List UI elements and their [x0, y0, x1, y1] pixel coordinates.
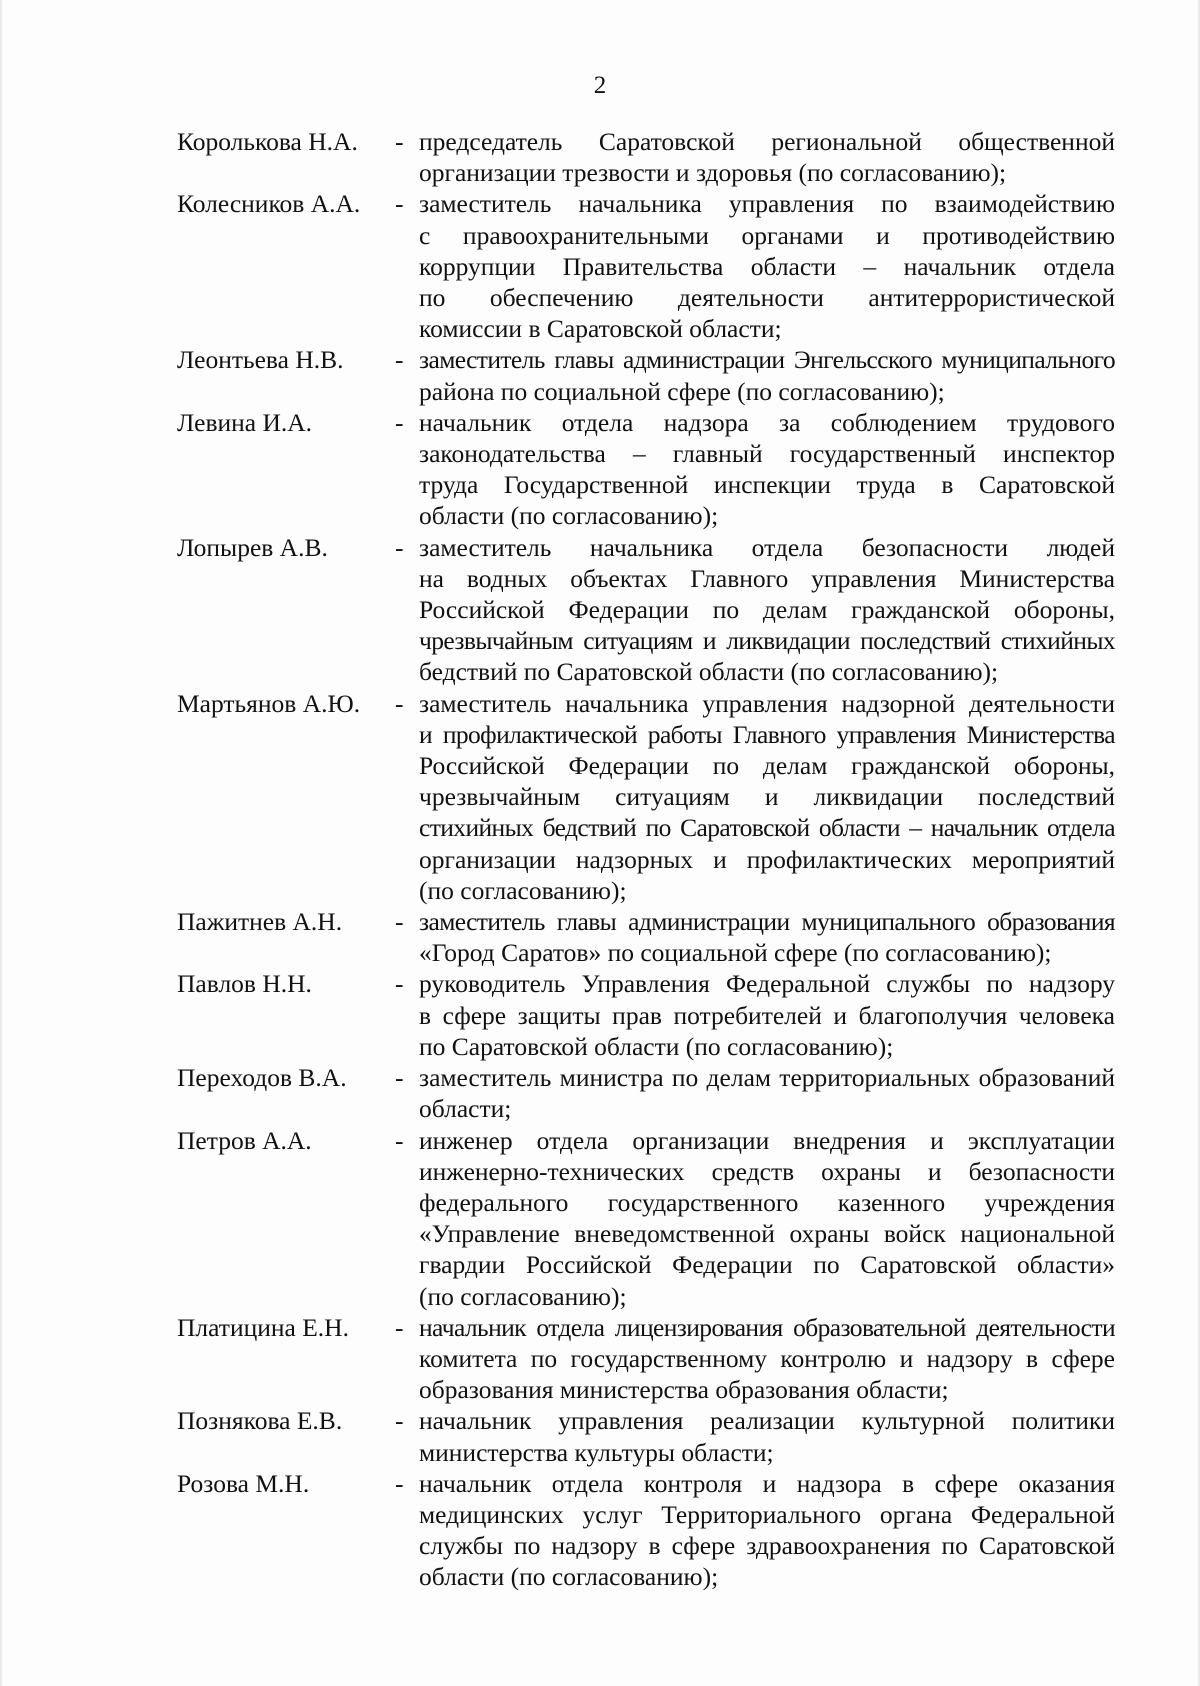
member-position [419, 126, 1115, 188]
position-line: в сфере защиты прав потребителей и благополучия человека [419, 1000, 1115, 1030]
entry-dash: - [395, 1406, 404, 1436]
position-line: начальник отдела лицензирования образовательной деятельности [419, 1312, 1115, 1342]
position-line: по обеспечению деятельности антитеррористической [419, 283, 1115, 313]
entry-dash: - [395, 345, 404, 375]
position-line: заместитель главы администрации муниципального образования [419, 907, 1115, 937]
entry-dash: - [395, 407, 404, 437]
member-name: Лопырев А.В. [177, 532, 328, 562]
position-line: чрезвычайным ситуациям и ликвидации последствий стихийных [419, 626, 1115, 656]
entry-dash: - [395, 1468, 404, 1498]
member-position [419, 1125, 1115, 1312]
position-line: медицинских услуг Территориального органа Федеральной [419, 1499, 1115, 1529]
position-line: начальник отдела контроля и надзора в сфере оказания [419, 1468, 1115, 1498]
position-line: организации надзорных и профилактических мероприятий [419, 844, 1115, 874]
position-line: района по социальной сфере (по согласованию); [419, 376, 945, 406]
entry-dash: - [395, 532, 404, 562]
position-line: заместитель начальника управления надзорной деятельности [419, 688, 1115, 718]
entry-dash: - [395, 969, 404, 999]
position-line: заместитель начальника управления по взаимодействию [419, 189, 1115, 219]
position-line: «Город Саратов» по социальной сфере (по согласованию); [419, 938, 1052, 968]
position-line: стихийных бедствий по Саратовской области – начальник отдела [419, 813, 1115, 843]
member-name: Переходов В.А. [177, 1063, 347, 1093]
member-position [419, 906, 1115, 968]
entry-dash: - [395, 1125, 404, 1155]
position-line: бедствий по Саратовской области (по согласованию); [419, 657, 999, 687]
member-name: Павлов Н.Н. [177, 969, 312, 999]
member-entry [177, 968, 1115, 1062]
member-position [419, 188, 1115, 344]
position-line: области (по согласованию); [419, 1562, 719, 1592]
entry-dash: - [395, 907, 404, 937]
member-position [419, 407, 1115, 532]
position-line: службы по надзору в сфере здравоохранения по Саратовской [419, 1531, 1115, 1561]
position-line: и профилактической работы Главного управления Министерства [419, 719, 1115, 749]
member-entry [177, 532, 1115, 688]
position-line: труда Государственной инспекции труда в Саратовской [419, 470, 1115, 500]
member-position [419, 1062, 1115, 1124]
member-entry [177, 126, 1115, 188]
position-line: Российской Федерации по делам гражданской обороны, [419, 595, 1115, 625]
member-entry [177, 344, 1115, 406]
position-line: начальник управления реализации культурной политики [419, 1406, 1115, 1436]
position-line: области; [419, 1094, 512, 1124]
member-name: Платицина Е.Н. [177, 1312, 349, 1342]
position-line: чрезвычайным ситуациям и ликвидации последствий [419, 782, 1115, 812]
position-line: заместитель начальника отдела безопасности людей [419, 532, 1115, 562]
member-entry [177, 1468, 1115, 1593]
position-line: (по согласованию); [419, 1281, 627, 1311]
member-position [419, 532, 1115, 688]
member-position [419, 688, 1115, 906]
member-position [419, 1312, 1115, 1406]
member-name: Познякова Е.В. [177, 1406, 343, 1436]
member-entry [177, 1062, 1115, 1124]
page-number: 2 [593, 72, 607, 99]
position-line: Российской Федерации по делам гражданской обороны, [419, 751, 1115, 781]
position-line: заместитель главы администрации Энгельсского муниципального [419, 345, 1115, 375]
entry-dash: - [395, 127, 404, 156]
position-line: с правоохранительными органами и противодействию [419, 220, 1115, 250]
member-name: Розова М.Н. [177, 1468, 310, 1498]
position-line: комитета по государственному контролю и надзору в сфере [419, 1343, 1115, 1373]
position-line: образования министерства образования области; [419, 1375, 949, 1405]
position-line: «Управление вневедомственной охраны войск национальной [419, 1219, 1115, 1249]
position-line: инженерно-технических средств охраны и безопасности [419, 1156, 1115, 1186]
position-line: коррупции Правительства области – начальник отдела [419, 251, 1115, 281]
member-name: Пажитнев А.Н. [177, 907, 343, 937]
member-list [177, 126, 1115, 1593]
member-entry [177, 1405, 1115, 1467]
entry-dash: - [395, 189, 404, 219]
position-line: министерства культуры области; [419, 1437, 774, 1467]
position-line: руководитель Управления Федеральной службы по надзору [419, 969, 1115, 999]
position-line: гвардии Российской Федерации по Саратовской области» [419, 1250, 1115, 1280]
member-name: Мартьянов А.Ю. [177, 688, 361, 718]
member-entry [177, 407, 1115, 532]
member-entry [177, 1312, 1115, 1406]
member-entry [177, 1125, 1115, 1312]
member-position [419, 344, 1115, 406]
member-entry [177, 188, 1115, 344]
position-line: области (по согласованию); [419, 501, 719, 531]
position-line: (по согласованию); [419, 875, 627, 905]
position-line: на водных объектах Главного управления Министерства [419, 563, 1115, 593]
position-line: заместитель министра по делам территориальных образований [419, 1063, 1115, 1093]
member-entry [177, 906, 1115, 968]
member-entry [177, 688, 1115, 906]
member-name: Леонтьева Н.В. [177, 345, 344, 375]
position-line: федерального государственного казенного учреждения [419, 1187, 1115, 1217]
entry-dash: - [395, 1312, 404, 1342]
member-name: Королькова Н.А. [177, 127, 358, 156]
position-line: по Саратовской области (по согласованию); [419, 1031, 894, 1061]
position-line: председатель Саратовской региональной общественной [419, 127, 1115, 156]
position-line: законодательства – главный государственный инспектор [419, 439, 1115, 469]
position-line: организации трезвости и здоровья (по согласованию); [419, 158, 1007, 188]
entry-dash: - [395, 688, 404, 718]
member-name: Петров А.А. [177, 1125, 312, 1155]
member-name: Колесников А.А. [177, 189, 361, 219]
member-position [419, 1468, 1115, 1593]
member-position [419, 968, 1115, 1062]
member-position [419, 1405, 1115, 1467]
position-line: комиссии в Саратовской области; [419, 314, 782, 344]
page-edge-left [0, 0, 3, 1686]
entry-dash: - [395, 1063, 404, 1093]
position-line: инженер отдела организации внедрения и эксплуатации [419, 1125, 1115, 1155]
member-name: Левина И.А. [177, 407, 313, 437]
position-line: начальник отдела надзора за соблюдением трудового [419, 407, 1115, 437]
